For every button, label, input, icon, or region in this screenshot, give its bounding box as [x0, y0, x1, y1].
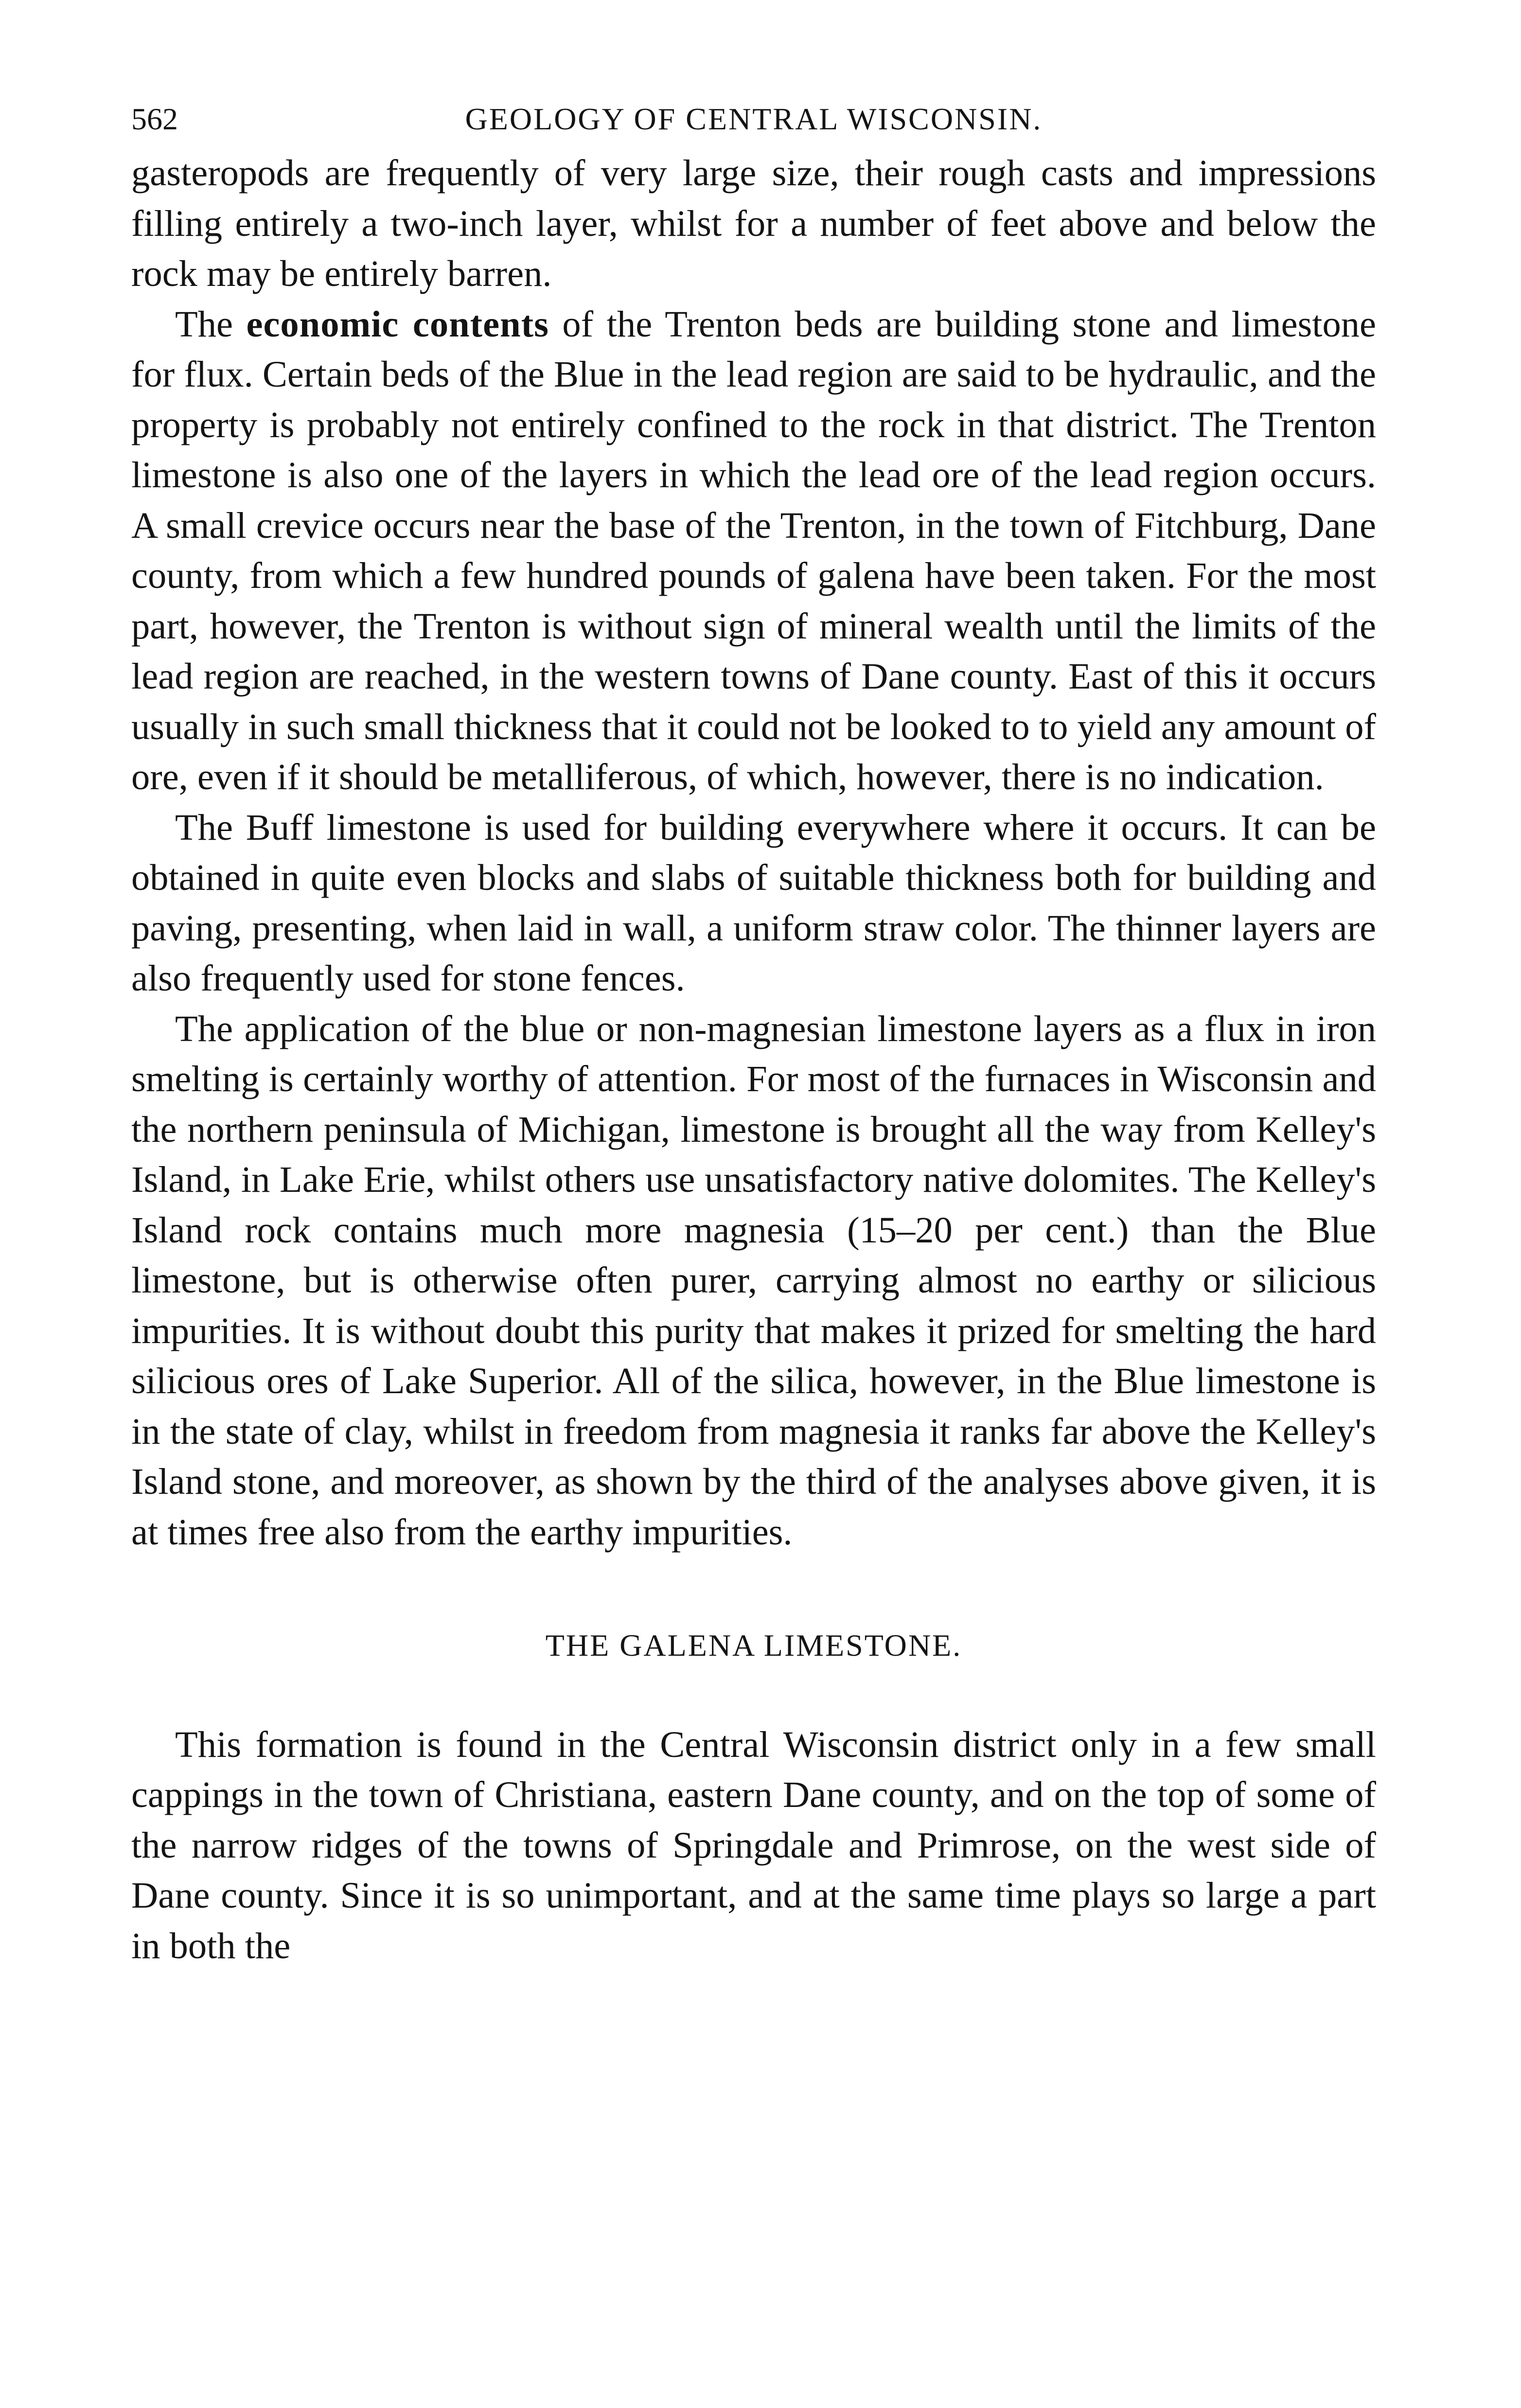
paragraph-flux-application: The application of the blue or non-magnesian limestone layers as a flux in iron smelting is certainly worthy of attention. For most of the furnaces in Wisconsin and the northern peninsula of Michigan, limestone is brought all the way from Kelley's Island, in Lake Erie, whilst others use unsatisfactory native dolomites. The Kelley's Island rock contains much more magnesia (15–20 per cent.) than the Blue limestone, but is otherwise often purer, carrying almost no earthy or silicious impurities. It is without doubt this purity that makes it prized for smelting the hard silicious ores of Lake Superior. All of the silica, however, in the Blue limestone is in the state of clay, whilst in freedom from magnesia it ranks far above the Kelley's Island stone, and moreover, as shown by the third of the analyses above given, it is at times free also from the earthy impurities. [131, 1008, 1376, 1553]
bold-term-economic-contents: economic contents [246, 303, 549, 345]
body-text [131, 148, 1376, 1971]
paragraph-galena-formation: This formation is found in the Central Wisconsin district only in a few small cappings in the town of Christiana, eastern Dane county, and on the top of some of the narrow ridges of the towns of Springdale and Primrose, on the west side of Dane county. Since it is so unimportant, and at the same time plays so large a part in both the [131, 1723, 1376, 1966]
paragraph-buff-limestone: The Buff limestone is used for building everywhere where it occurs. It can be obtained in quite even blocks and slabs of suitable thickness both for building and paving, presenting, when laid in wall, a uniform straw color. The thinner layers are also frequently used for stone fences. [131, 806, 1376, 999]
running-head [131, 92, 1376, 146]
paragraph-lead-in: The [175, 303, 247, 345]
paragraph-gasteropods: gasteropods are frequently of very large size, their rough casts and impressions filling entirely a two-inch layer, whilst for a number of feet above and below the rock may be entirely barren. [131, 152, 1376, 294]
paragraph-remainder: of the Trenton beds are building stone and limestone for flux. Certain beds of the Blue in the lead region are said to be hydraulic, and the property is probably not entirely confined to the rock in that district. The Trenton limestone is also one of the layers in which the lead ore of the lead region occurs. A small crevice occurs near the base of the Trenton, in the town of Fitchburg, Dane county, from which a few hundred pounds of galena have been taken. For the most part, however, the Trenton is without sign of mineral wealth until the limits of the lead region are reached, in the western towns of Dane county. East of this it occurs usually in such small thickness that it could not be looked to to yield any amount of ore, even if it should be metalliferous, of which, however, there is no indication. [131, 303, 1377, 797]
document-page [131, 92, 1376, 1971]
page-number: 562 [131, 102, 178, 136]
paragraph-economic-contents [131, 299, 1376, 802]
header-title: GEOLOGY OF CENTRAL WISCONSIN. [465, 102, 1043, 136]
section-heading-galena: THE GALENA LIMESTONE. [545, 1628, 962, 1663]
